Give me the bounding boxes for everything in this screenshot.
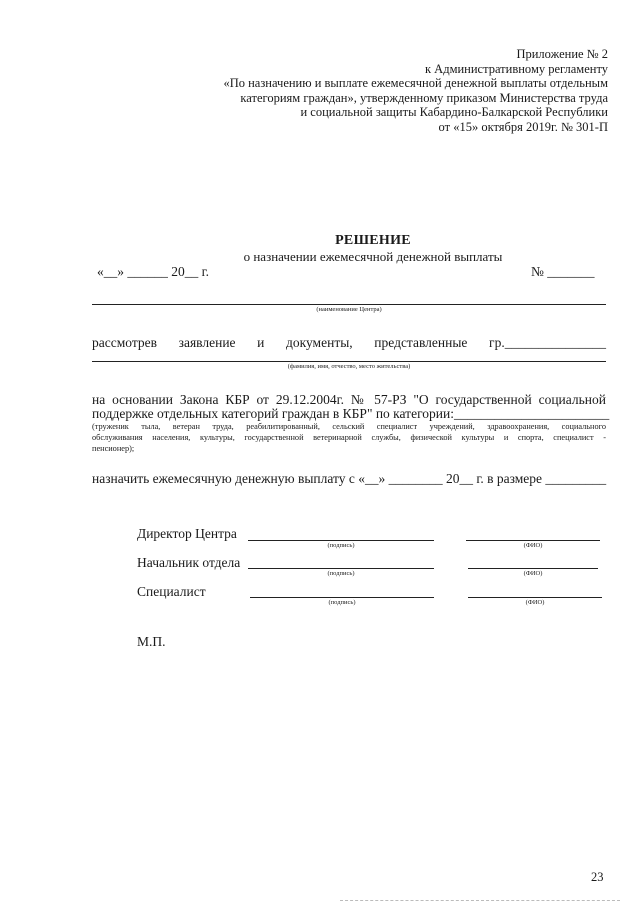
header-line: «По назначению и выплате ежемесячной денежной выплаты отдельным bbox=[223, 76, 608, 90]
page-number: 23 bbox=[591, 870, 604, 884]
appendix-header bbox=[223, 47, 608, 134]
scan-edge bbox=[340, 900, 620, 901]
considered-word: и bbox=[257, 335, 265, 350]
header-line: от «15» октября 2019г. № 301-П bbox=[438, 119, 608, 134]
signature-line bbox=[248, 540, 434, 541]
header-line: и социальной защиты Кабардино-Балкарской Республики bbox=[300, 105, 608, 119]
name-caption: (ФИО) bbox=[525, 599, 545, 606]
category-note-1: (труженик тыла, ветеран труда, реабилитированный, сельский специалист учреждений, здравоохранения, социального bbox=[92, 422, 606, 431]
name-caption: (ФИО) bbox=[523, 570, 543, 577]
header-line: Приложение № 2 bbox=[516, 47, 608, 61]
name-line bbox=[468, 597, 602, 598]
signature-role: Специалист bbox=[137, 584, 206, 599]
signature-line bbox=[250, 597, 434, 598]
considered-word: заявление bbox=[178, 335, 236, 350]
decision-number: № _______ bbox=[531, 264, 595, 279]
signature-line bbox=[248, 568, 434, 569]
category-note-3: пенсионер); bbox=[92, 444, 135, 453]
applicant-line bbox=[92, 361, 606, 362]
name-line bbox=[466, 540, 600, 541]
signature-role: Директор Центра bbox=[137, 526, 237, 541]
considered-row bbox=[92, 335, 606, 351]
stamp-place: М.П. bbox=[137, 634, 166, 649]
name-caption: (ФИО) bbox=[523, 542, 543, 549]
signature-role: Начальник отдела bbox=[137, 555, 241, 570]
document-title: РЕШЕНИЕ bbox=[335, 233, 411, 248]
center-name-caption: (наименование Центра) bbox=[316, 306, 382, 313]
signature-caption: (подпись) bbox=[327, 570, 355, 577]
considered-word: гр._______________ bbox=[489, 335, 606, 350]
signature-caption: (подпись) bbox=[327, 542, 355, 549]
header-line: к Административному регламенту bbox=[424, 61, 608, 76]
considered-word: рассмотрев bbox=[92, 335, 158, 350]
document-subtitle: о назначении ежемесячной денежной выплаты bbox=[243, 249, 503, 264]
applicant-caption: (фамилия, имя, отчество, место жительства) bbox=[287, 363, 411, 370]
category-note-2: обслуживания населения, культуры, государственной ветеринарной службы, физической культуры и спорта, специалист - bbox=[92, 433, 606, 442]
basis-line-2: поддержке отдельных категорий граждан в КБР" по категории:_______________________ bbox=[92, 406, 610, 421]
header-line: категориям граждан», утвержденному приказом Министерства труда bbox=[240, 90, 608, 105]
considered-word: документы, bbox=[286, 335, 353, 350]
considered-word: представленные bbox=[374, 335, 468, 350]
basis-line-1: на основании Закона КБР от 29.12.2004г. № 57-РЗ "О государственной социальной bbox=[92, 392, 606, 407]
assign-payment-text: назначить ежемесячную денежную выплату с «__» ________ 20__ г. в размере _________ bbox=[92, 471, 607, 486]
center-name-line bbox=[92, 304, 606, 305]
decision-date: «__» ______ 20__ г. bbox=[97, 264, 210, 279]
signature-caption: (подпись) bbox=[328, 599, 356, 606]
name-line bbox=[468, 568, 598, 569]
